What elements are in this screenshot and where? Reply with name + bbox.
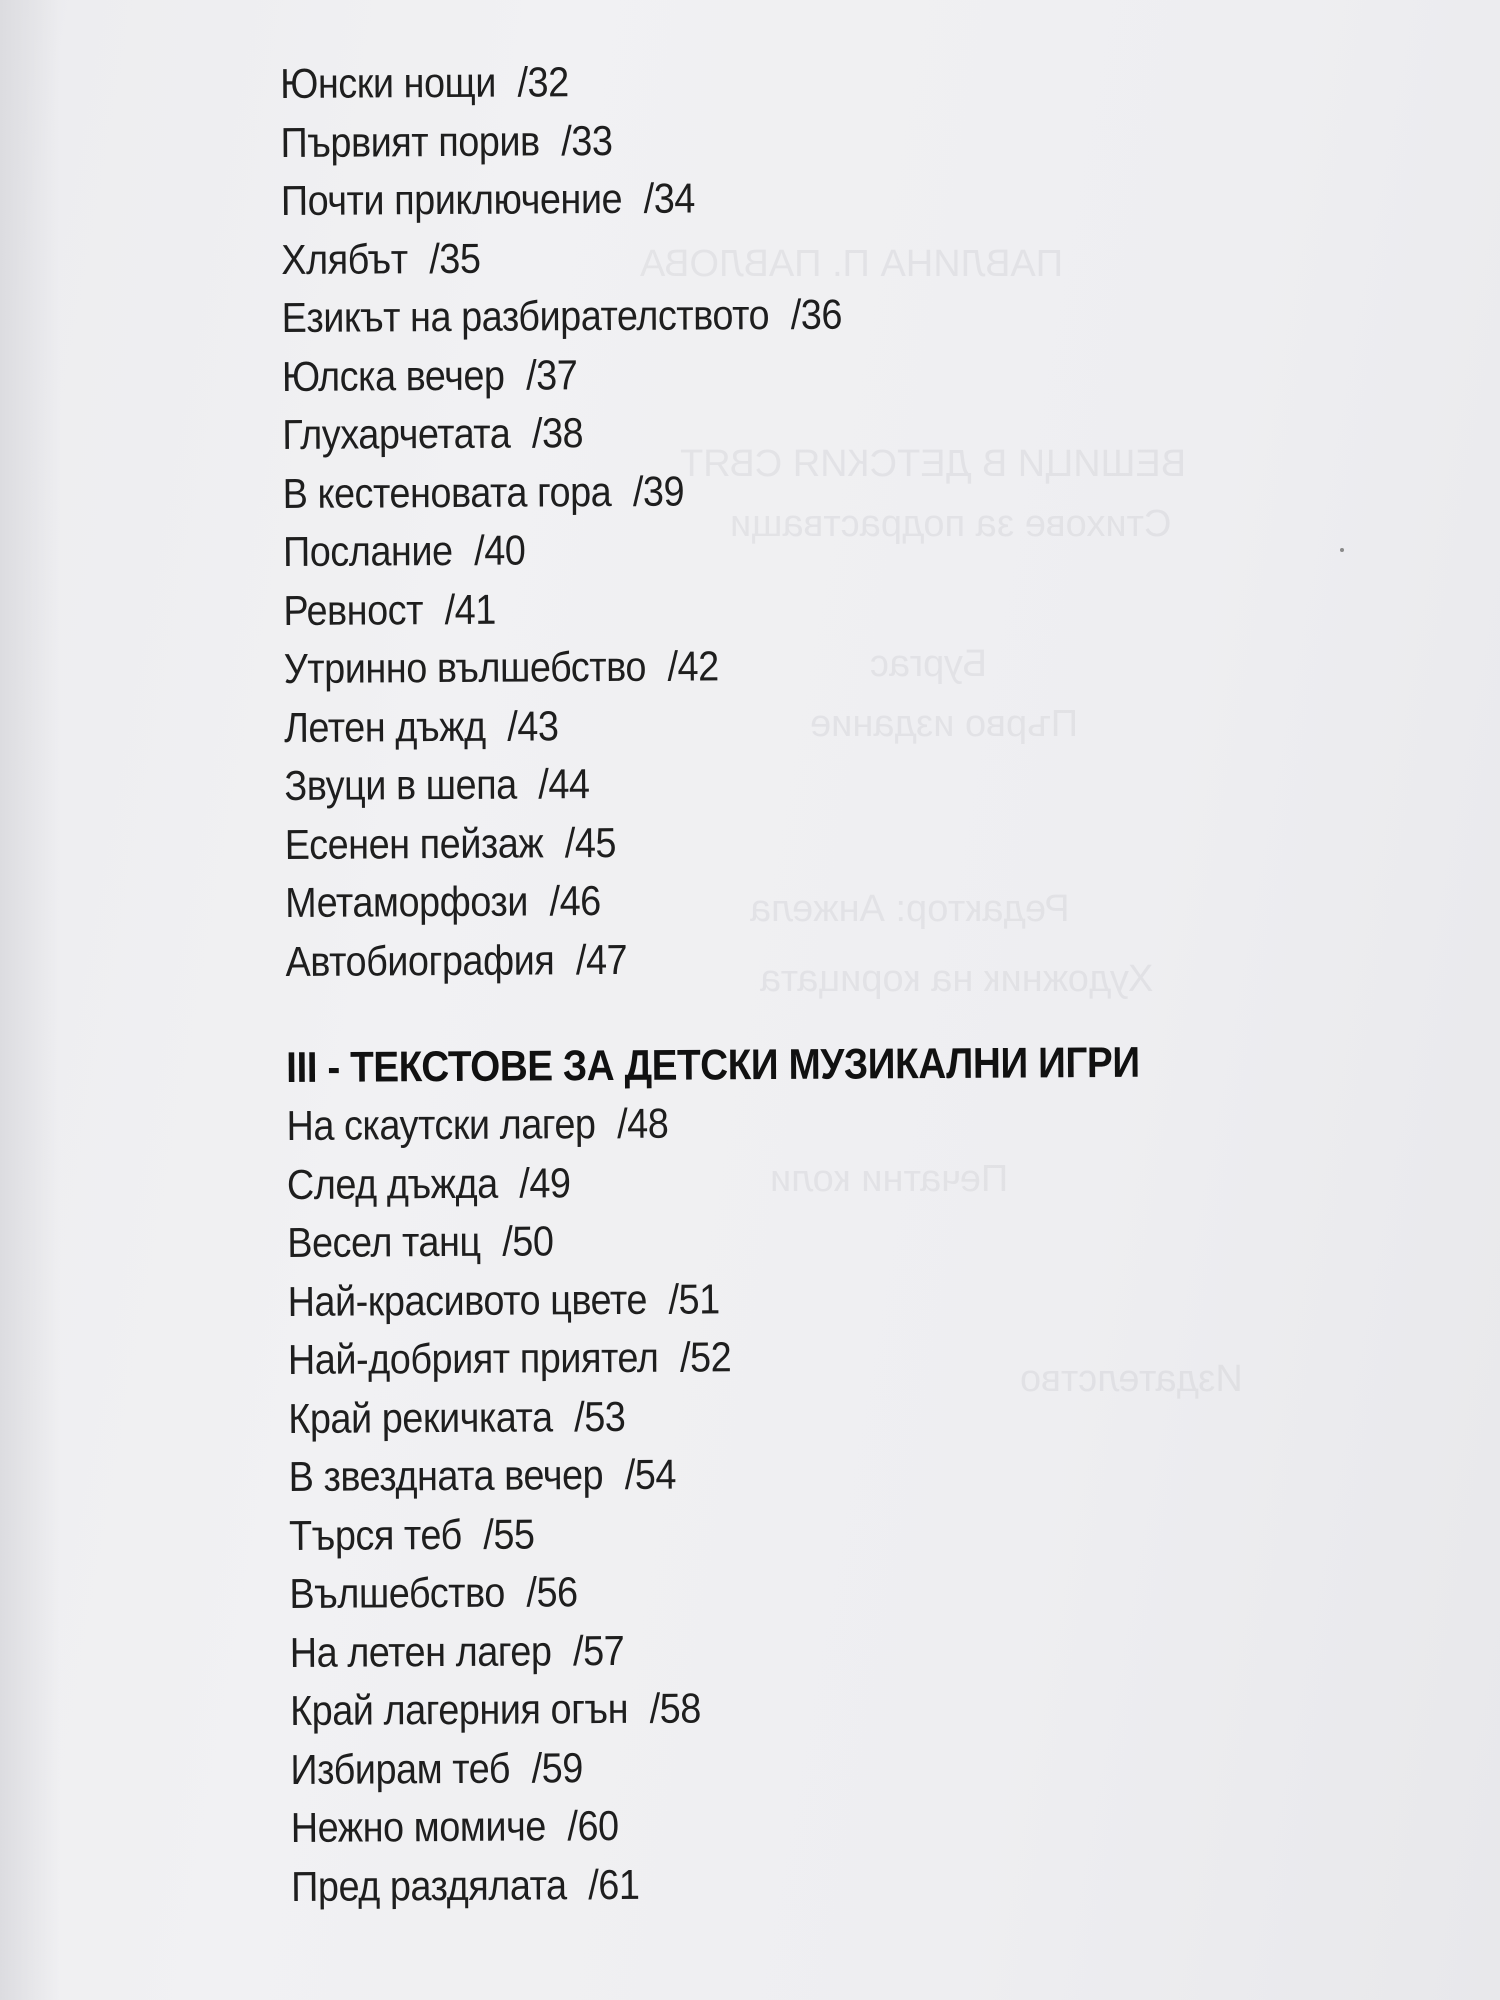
toc-entry-title: Есенен пейзаж <box>284 818 544 868</box>
toc-entry-title: Звуци в шепа <box>284 760 517 809</box>
toc-entry-page: /35 <box>429 234 481 282</box>
toc-entry-page: /50 <box>502 1217 554 1265</box>
toc-entry <box>285 868 1275 933</box>
toc-entry <box>288 1383 1278 1448</box>
toc-entry-page: /61 <box>588 1860 640 1908</box>
section-gap <box>286 984 1386 1039</box>
toc-entry-page: /58 <box>649 1684 701 1732</box>
toc-entry <box>282 400 1272 465</box>
toc-entry <box>283 458 1273 523</box>
toc-entry-title: В кестеновата гора <box>282 467 612 517</box>
toc-entry <box>284 751 1274 816</box>
toc-entry <box>289 1559 1279 1624</box>
toc-entry-title: Най-добрият приятел <box>287 1333 659 1383</box>
toc-entry-title: На летен лагер <box>289 1626 552 1676</box>
toc-entry <box>283 575 1273 640</box>
toc-entry-title: Ревност <box>283 585 424 634</box>
toc-entry-page: /37 <box>525 350 578 399</box>
toc-entry-page: /39 <box>632 467 685 515</box>
toc-entry-title: Почти приключение <box>280 174 623 224</box>
toc-entry-title: Послание <box>282 526 453 575</box>
toc-entry <box>285 926 1275 991</box>
toc-entry <box>281 224 1271 289</box>
toc-entry-title: Избирам теб <box>290 1744 511 1793</box>
toc-entry-title: Глухарчетата <box>282 409 511 458</box>
toc-entry-page: /44 <box>538 760 590 808</box>
bleed-edition: Първо издание <box>810 703 1079 745</box>
toc-entry-page: /36 <box>790 290 843 338</box>
toc-entry <box>287 1208 1277 1273</box>
toc-entry-page: /32 <box>517 58 569 106</box>
toc-entry-page: /43 <box>507 701 559 750</box>
toc-entry <box>290 1734 1280 1799</box>
toc-entry-title: В звездната вечер <box>288 1451 604 1500</box>
bleed-sheets: Печатни коли <box>770 1158 1009 1200</box>
toc-entry-page: /46 <box>549 877 601 925</box>
toc-entry-page: /42 <box>667 642 719 690</box>
toc-entry <box>290 1676 1280 1741</box>
bleed-city: Бургас <box>870 643 987 685</box>
toc-entry-title: Пред раздялата <box>291 1860 567 1910</box>
toc-entry-page: /45 <box>564 818 617 866</box>
toc-entry <box>282 341 1272 406</box>
toc-entry <box>285 809 1275 874</box>
toc-entry <box>281 166 1271 231</box>
toc-entry-page: /38 <box>531 409 584 457</box>
toc-entry-page: /60 <box>567 1801 619 1850</box>
toc-entry-title: Край рекичката <box>288 1392 553 1442</box>
toc-entry <box>289 1500 1279 1565</box>
toc-entry-title: Нежно момиче <box>290 1802 546 1851</box>
toc-entry-title: Езикът на разбирателството <box>281 291 770 341</box>
section3-entry-list <box>286 1090 1391 1916</box>
toc-entry-page: /53 <box>574 1392 626 1440</box>
toc-entry-title: След дъжда <box>286 1159 498 1208</box>
toc-entry <box>286 1091 1276 1156</box>
toc-entry-page: /34 <box>643 174 696 222</box>
toc-entry-page: /51 <box>668 1274 720 1323</box>
bleed-artist: Художник на корицата <box>760 958 1154 1000</box>
toc-entry-page: /41 <box>444 585 496 633</box>
toc-entry-page: /33 <box>561 116 613 164</box>
bleed-publisher: Издателство <box>1020 1358 1243 1400</box>
toc-entry-title: Летен дъжд <box>283 702 486 751</box>
toc-entry <box>281 283 1271 348</box>
toc-entry <box>287 1266 1277 1331</box>
toc-entry <box>289 1442 1279 1507</box>
toc-entry-page: /59 <box>531 1743 583 1791</box>
toc-entry-title: Хлябът <box>281 234 408 283</box>
toc-entry-title: Край лагерния огън <box>289 1684 629 1734</box>
bleed-book-title: ВЕШИЦИ В ДЕТСКИЯ СВЯТ <box>680 443 1187 485</box>
toc-entry-title: Търся теб <box>288 1510 462 1559</box>
toc-entry-page: /52 <box>679 1333 732 1381</box>
bleed-editor: Редактор: Анжела <box>750 888 1070 930</box>
toc-entry <box>290 1617 1280 1682</box>
toc-entry-title: Автобиография <box>285 935 555 985</box>
toc-entry <box>291 1793 1281 1858</box>
bleed-author: ПАВЛИНА П. ПАВЛОВА <box>640 243 1064 285</box>
toc-entry <box>284 692 1274 757</box>
section2-entry-list <box>280 48 1386 991</box>
toc-entry <box>291 1851 1281 1916</box>
table-of-contents <box>280 48 1391 1916</box>
toc-entry <box>280 107 1270 172</box>
toc-entry <box>288 1325 1278 1390</box>
toc-entry-title: На скаутски лагер <box>286 1100 596 1149</box>
toc-entry-title: Юлска вечер <box>281 351 505 400</box>
toc-entry-page: /57 <box>572 1626 625 1674</box>
section3-heading: III - ТЕКСТОВЕ ЗА ДЕТСКИ МУЗИКАЛНИ ИГРИ <box>286 1038 1140 1092</box>
toc-entry-title: Вълшебство <box>289 1568 505 1617</box>
toc-entry-title: Най-красивото цвете <box>287 1275 648 1325</box>
page-edge-shadow <box>0 0 60 2000</box>
toc-entry <box>280 49 1270 114</box>
toc-entry-page: /55 <box>483 1509 535 1558</box>
toc-entry-page: /40 <box>474 526 526 574</box>
toc-entry-title: Метаморфози <box>285 877 529 926</box>
toc-entry <box>284 634 1274 699</box>
toc-entry <box>283 517 1273 582</box>
toc-entry-title: Весел танц <box>287 1217 481 1266</box>
bleed-subtitle: Стихове за подрастващи <box>730 503 1172 545</box>
toc-entry-page: /48 <box>616 1099 669 1147</box>
toc-entry-page: /56 <box>526 1568 578 1616</box>
toc-entry-page: /47 <box>575 935 628 983</box>
toc-entry-title: Първият порив <box>280 116 540 166</box>
toc-entry-page: /49 <box>519 1158 571 1207</box>
toc-entry <box>287 1149 1277 1214</box>
toc-entry-page: /54 <box>624 1450 677 1498</box>
toc-entry-title: Юнски нощи <box>280 58 497 107</box>
toc-entry-title: Утринно вълшебство <box>283 642 647 692</box>
